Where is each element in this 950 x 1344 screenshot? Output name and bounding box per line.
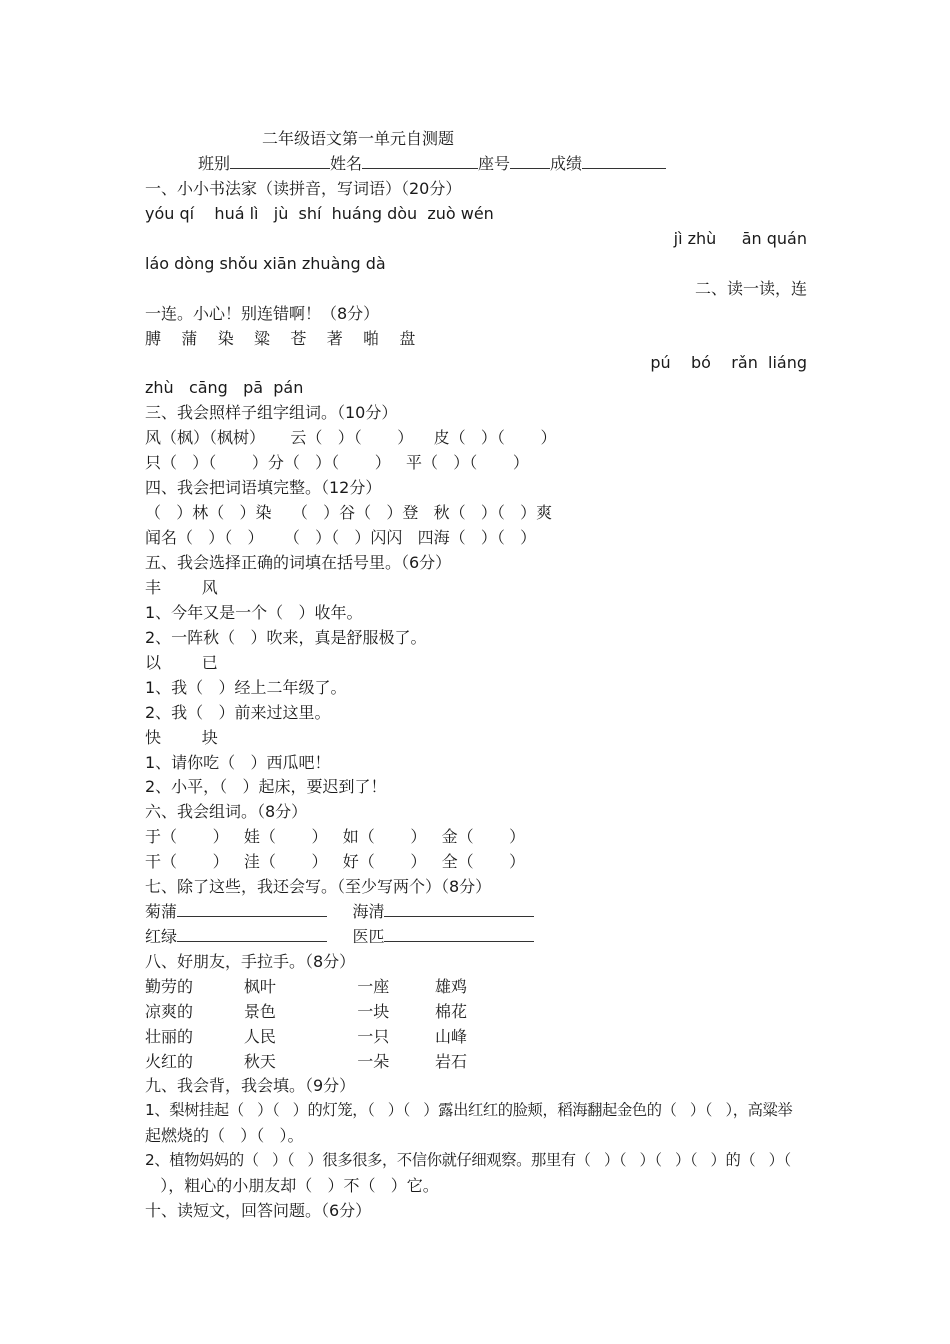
exercise-line: ），粗心的小朋友却（ ）不（ ）它。: [145, 1176, 439, 1195]
matching-row: 壮丽的 人民 一只 山峰: [145, 1027, 468, 1046]
class-label: 班别: [198, 154, 231, 173]
exercise-line: 1、请你吃（ ）西瓜吧！: [145, 753, 331, 772]
matching-row: 凉爽的 景色 一块 棉花: [145, 1002, 468, 1021]
example-word: 菊蒲: [145, 902, 178, 921]
write-more-row: [145, 899, 807, 924]
example-word: 红绿: [145, 927, 178, 946]
seat-label: 座号: [478, 154, 511, 173]
exercise-line: 风（枫）（枫树） 云（ ）（ ） 皮（ ）（ ）: [145, 428, 557, 447]
example-word: 海清: [352, 902, 385, 921]
exercise-line: 干（ ） 洼（ ） 好（ ） 全（ ）: [145, 852, 526, 871]
exercise-line: 2、一阵秋（ ）吹来，真是舒服极了。: [145, 628, 427, 647]
character-row: 膊 蒲 染 粱 苍 著 啪 盘: [145, 329, 416, 348]
exercise-line: （ ）林（ ）染 （ ）谷（ ）登 秋（ ）（ ）爽: [145, 503, 553, 522]
seat-blank[interactable]: [510, 151, 550, 169]
section-5-heading: 五、我会选择正确的词填在括号里。（6分）: [145, 553, 452, 572]
exercise-line: 1、今年又是一个（ ）收年。: [145, 603, 363, 622]
student-info-row: [198, 151, 666, 176]
pinyin-row: yóu qí huá lì jù shí huáng dòu zuò wén: [145, 204, 494, 223]
pinyin-row: zhù cāng pā pán: [145, 378, 304, 397]
answer-blank[interactable]: [177, 924, 327, 942]
pinyin-row: láo dòng shǒu xiān zhuàng dà: [145, 254, 386, 273]
word-choice-pair: 快 块: [145, 728, 218, 747]
section-3-heading: 三、我会照样子组字组词。（10分）: [145, 403, 398, 422]
exercise-line: 1、我（ ）经上二年级了。: [145, 678, 347, 697]
answer-blank[interactable]: [384, 924, 534, 942]
section-6-heading: 六、我会组词。（8分）: [145, 802, 308, 821]
answer-blank[interactable]: [177, 899, 327, 917]
word-choice-pair: 丰 风: [145, 578, 218, 597]
exercise-line: 2、植物妈妈的（ ）（ ）很多很多，不信你就仔细观察。那里有（ ）（ ）（ ）（ ）的（ ）（: [145, 1151, 791, 1169]
matching-row: 火红的 秋天 一朵 岩石: [145, 1052, 468, 1071]
exercise-line: 只（ ）（ ）分（ ）（ ） 平（ ）（ ）: [145, 453, 529, 472]
class-blank[interactable]: [230, 151, 330, 169]
name-blank[interactable]: [362, 151, 478, 169]
score-label: 成绩: [550, 154, 583, 173]
section-9-heading: 九、我会背，我会填。（9分）: [145, 1076, 356, 1095]
page-title: 二年级语文第一单元自测题: [262, 129, 455, 148]
section-1-heading: 一、小小书法家（读拼音，写词语）（20分）: [145, 179, 462, 198]
exercise-line: 1、梨树挂起（ ）（ ）的灯笼，（ ）（ ）露出红红的脸颊，稻海翻起金色的（ ）（ ），高粱举: [145, 1101, 793, 1119]
exercise-line: 于（ ） 娃（ ） 如（ ） 金（ ）: [145, 827, 526, 846]
example-word: 医匹: [352, 927, 385, 946]
section-7-heading: 七、除了这些，我还会写。（至少写两个）（8分）: [145, 877, 492, 896]
exercise-line: 2、小平，（ ）起床，要迟到了！: [145, 777, 387, 796]
section-2-heading: 二、读一读，连: [694, 279, 807, 298]
answer-blank[interactable]: [384, 899, 534, 917]
matching-row: 勤劳的 枫叶 一座 雄鸡: [145, 977, 468, 996]
name-label: 姓名: [330, 154, 363, 173]
section-2-heading-cont: 一连。小心！别连错啊！（8分）: [145, 304, 380, 323]
pinyin-row: jì zhù ān quán: [673, 229, 807, 248]
section-4-heading: 四、我会把词语填完整。（12分）: [145, 478, 382, 497]
section-8-heading: 八、好朋友，手拉手。（8分）: [145, 952, 356, 971]
score-blank[interactable]: [582, 151, 666, 169]
section-10-heading: 十、读短文，回答问题。（6分）: [145, 1201, 372, 1220]
write-more-row: [145, 924, 807, 949]
exercise-line: 闻名（ ）（ ） （ ）（ ）闪闪 四海（ ）（ ）: [145, 528, 537, 547]
exercise-line: 起燃烧的（ ）（ ）。: [145, 1126, 304, 1145]
pinyin-row: pú bó rǎn liáng: [650, 353, 807, 372]
word-choice-pair: 以 已: [145, 653, 218, 672]
exercise-line: 2、我（ ）前来过这里。: [145, 703, 331, 722]
